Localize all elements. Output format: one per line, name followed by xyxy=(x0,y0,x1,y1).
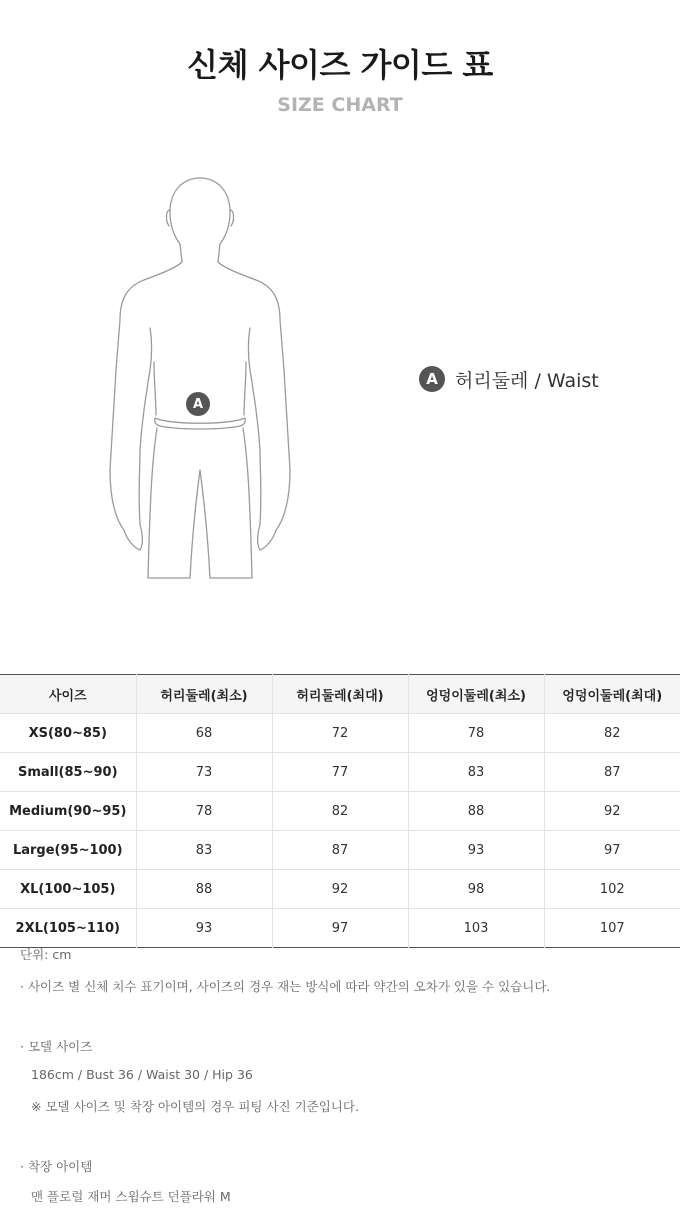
table-cell: 82 xyxy=(544,714,680,753)
table-cell: 83 xyxy=(408,753,544,792)
table-cell: 93 xyxy=(136,909,272,948)
size-cell: Medium(90~95) xyxy=(0,792,136,831)
table-cell: 103 xyxy=(408,909,544,948)
table-row xyxy=(0,792,680,831)
legend-item-waist xyxy=(419,366,599,392)
table-row xyxy=(0,831,680,870)
page-title: 신체 사이즈 가이드 표 xyxy=(187,46,493,84)
column-header: 엉덩이둘레(최대) xyxy=(544,675,680,714)
body-outline-icon xyxy=(100,170,300,590)
table-cell: 92 xyxy=(544,792,680,831)
table-cell: 73 xyxy=(136,753,272,792)
disclaimer-note: · 사이즈 별 신체 치수 표기이며, 사이즈의 경우 재는 방식에 따라 약간의 오차가 있을 수 있습니다. xyxy=(20,979,551,994)
table-header-row xyxy=(0,675,680,714)
table-cell: 93 xyxy=(408,831,544,870)
column-header: 허리둘레(최소) xyxy=(136,675,272,714)
model-size-note: ※ 모델 사이즈 및 착장 아이템의 경우 피팅 사진 기준입니다. xyxy=(31,1099,359,1114)
column-header: 허리둘레(최대) xyxy=(272,675,408,714)
model-size-value: 186cm / Bust 36 / Waist 30 / Hip 36 xyxy=(31,1067,253,1082)
size-table xyxy=(0,674,680,948)
column-header: 사이즈 xyxy=(0,675,136,714)
table-cell: 68 xyxy=(136,714,272,753)
table-cell: 82 xyxy=(272,792,408,831)
table-row xyxy=(0,870,680,909)
table-cell: 102 xyxy=(544,870,680,909)
table-row xyxy=(0,909,680,948)
unit-note: 단위: cm xyxy=(20,947,72,962)
table-cell: 107 xyxy=(544,909,680,948)
worn-items-heading: · 착장 아이템 xyxy=(20,1159,93,1174)
table-cell: 77 xyxy=(272,753,408,792)
table-cell: 98 xyxy=(408,870,544,909)
table-cell: 97 xyxy=(272,909,408,948)
table-cell: 83 xyxy=(136,831,272,870)
table-cell: 87 xyxy=(544,753,680,792)
table-cell: 78 xyxy=(136,792,272,831)
size-cell: Small(85~90) xyxy=(0,753,136,792)
table-cell: 97 xyxy=(544,831,680,870)
page-subtitle: SIZE CHART xyxy=(277,94,403,116)
table-row xyxy=(0,753,680,792)
legend-badge-a: A xyxy=(419,366,445,392)
model-size-heading: · 모델 사이즈 xyxy=(20,1039,93,1054)
size-cell: 2XL(105~110) xyxy=(0,909,136,948)
size-cell: Large(95~100) xyxy=(0,831,136,870)
figure-badge-a: A xyxy=(186,392,210,416)
worn-items-value: 맨 플로럴 재머 스윔슈트 던플라워 M xyxy=(31,1189,231,1204)
table-cell: 78 xyxy=(408,714,544,753)
size-cell: XS(80~85) xyxy=(0,714,136,753)
table-cell: 87 xyxy=(272,831,408,870)
table-cell: 88 xyxy=(408,792,544,831)
legend-label: 허리둘레 / Waist xyxy=(455,369,599,392)
table-cell: 92 xyxy=(272,870,408,909)
table-cell: 88 xyxy=(136,870,272,909)
table-cell: 72 xyxy=(272,714,408,753)
column-header: 엉덩이둘레(최소) xyxy=(408,675,544,714)
table-row xyxy=(0,714,680,753)
size-cell: XL(100~105) xyxy=(0,870,136,909)
